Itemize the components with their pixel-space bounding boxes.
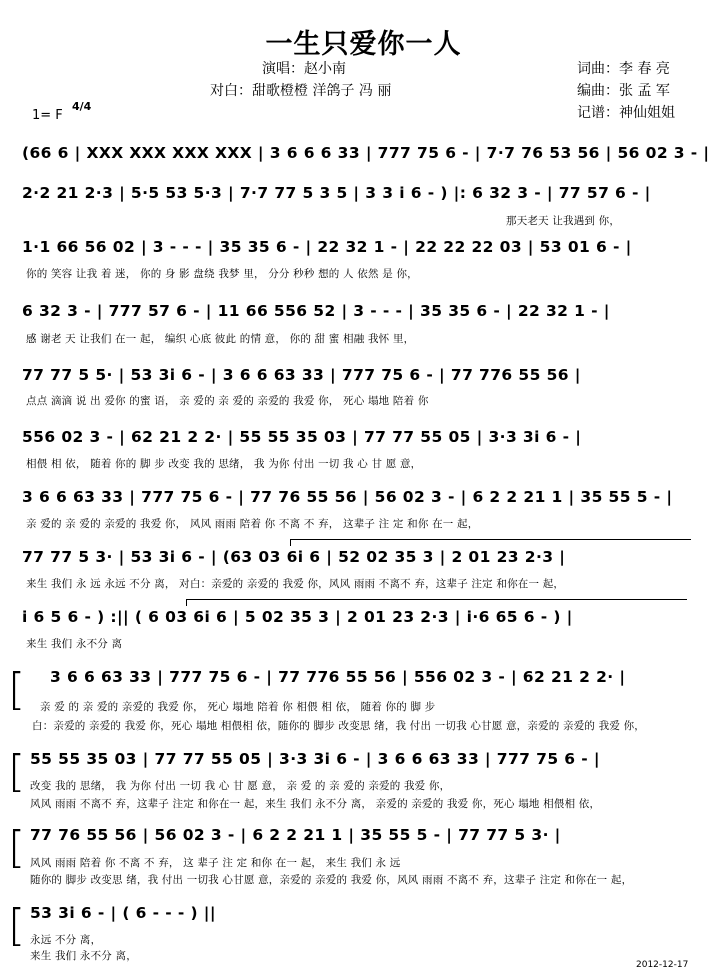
notation-line-5: 77 77 5 5· | 53 3i 6 - | 3 6 6 63 33 | 777 75 6 - | 77 776 55 56 |: [22, 366, 581, 384]
system-bracket-4: [: [8, 900, 26, 951]
notation-line-1: (66 6 | XXX XXX XXX XXX | 3 6 6 6 33 | 777 75 6 - | 7·7 76 53 56 | 56 02 3 - |: [22, 144, 710, 162]
notation-line-7: 3 6 6 63 33 | 777 75 6 - | 77 76 55 56 | 56 02 3 - | 6 2 2 21 1 | 35 55 5 - |: [22, 488, 673, 506]
notation-line-2: 2·2 21 2·3 | 5·5 53 5·3 | 7·7 77 5 3 5 | 3 3 i 6 - ) |: 6 32 3 - | 77 57 6 - |: [22, 184, 651, 202]
system-bracket-2: [: [8, 746, 26, 797]
transcriber-credit: 记谱：神仙姐姐: [577, 105, 675, 121]
singer: 演唱：赵小南: [262, 61, 346, 77]
dialogue-line-12: 随你的 脚步 改变思 绪，我 付出 一切我 心甘愿 意，亲爱的 亲爱的 我爱 你，风风 雨雨 不离不 弃，这辈子 注定 和你在一 起，: [30, 874, 633, 886]
dialogue-line-10: 白：亲爱的 亲爱的 我爱 你，死心 塌地 相偎相 依，随你的 脚步 改变思 绪，我 付出 一切我 心甘愿 意，亲爱的 亲爱的 我爱 你，: [32, 720, 645, 732]
key-signature: 1= F: [32, 108, 63, 123]
time-signature: 4/4: [72, 100, 92, 113]
repeat-bracket-1: [290, 539, 691, 546]
notation-line-12: 77 76 55 56 | 56 02 3 - | 6 2 2 21 1 | 35 55 5 - | 77 77 5 3· |: [30, 826, 561, 844]
lyric-line-4: 感 谢老 天 让我们 在一 起， 编织 心底 彼此 的情 意， 你的 甜 蜜 相融 我怀 里，: [26, 333, 415, 345]
song-title: 一生只爱你一人: [265, 29, 462, 60]
notation-line-11: 55 55 35 03 | 77 77 55 05 | 3·3 3i 6 - | 3 6 6 63 33 | 777 75 6 - |: [30, 750, 600, 768]
lyric-line-5: 点点 滴滴 说 出 爱你 的蜜 语， 亲 爱的 亲 爱的 亲爱的 我爱 你， 死心 塌地 陪着 你: [26, 395, 429, 407]
notation-line-9: i 6 5 6 - ) :|| ( 6 03 6i 6 | 5 02 35 3 | 2 01 23 2·3 | i·6 65 6 - ) |: [22, 608, 573, 626]
lyric-line-12: 风风 雨雨 陪着 你 不离 不 弃， 这 辈子 注 定 和你 在一 起， 来生 我们 永 远: [30, 857, 401, 869]
lyric-line-8: 来生 我们 永 远 永远 不分 离， 对白：亲爱的 亲爱的 我爱 你，风风 雨雨 不离不 弃，这辈子 注定 和你在一 起，: [26, 578, 565, 590]
lyric-line-13: 永远 不分 离，: [30, 934, 102, 946]
dialogue-credit: 对白：甜歌橙橙 洋鸽子 冯 丽: [210, 83, 392, 99]
repeat-bracket-2: [186, 599, 687, 606]
arranger-credit: 编曲：张 孟 军: [577, 83, 670, 99]
lyricist-credit: 词曲：李 春 亮: [577, 61, 670, 77]
lyric-line-6: 相偎 相 依， 随着 你的 脚 步 改变 我的 思绪， 我 为你 付出 一切 我 心 甘 愿 意，: [26, 458, 422, 470]
notation-line-6: 556 02 3 - | 62 21 2 2· | 55 55 35 03 | 77 77 55 05 | 3·3 3i 6 - |: [22, 428, 582, 446]
notation-line-10: 3 6 6 63 33 | 777 75 6 - | 77 776 55 56 | 556 02 3 - | 62 21 2 2· |: [50, 668, 626, 686]
lyric-line-10: 亲 爱 的 亲 爱的 亲爱的 我爱 你， 死心 塌地 陪着 你 相偎 相 依， 随着 你的 脚 步: [40, 701, 436, 713]
system-bracket-1: [: [8, 664, 26, 715]
lyric-line-7: 亲 爱的 亲 爱的 亲爱的 我爱 你， 风风 雨雨 陪着 你 不离 不 弃， 这辈子 注 定 和你 在一 起，: [26, 518, 479, 530]
lyric-line-2: 那天老天 让我遇到 你，: [506, 215, 621, 227]
system-bracket-3: [: [8, 822, 26, 873]
lyric-line-11: 改变 我的 思绪， 我 为你 付出 一切 我 心 甘 愿 意， 亲 爱 的 亲 爱的 亲爱的 我爱 你，: [30, 780, 451, 792]
date-stamp: 2012-12-17: [636, 960, 689, 970]
notation-line-13: 53 3i 6 - | ( 6 - - - ) ||: [30, 904, 216, 922]
dialogue-line-11: 风风 雨雨 不离不 弃，这辈子 注定 和你在一 起，来生 我们 永不分 离， 亲爱的 亲爱的 我爱 你，死心 塌地 相偎相 依，: [30, 798, 601, 810]
lyric-line-9: 来生 我们 永不分 离: [26, 638, 123, 650]
notation-line-4: 6 32 3 - | 777 57 6 - | 11 66 556 52 | 3 - - - | 35 35 6 - | 22 32 1 - |: [22, 302, 610, 320]
notation-line-8: 77 77 5 3· | 53 3i 6 - | (63 03 6i 6 | 52 02 35 3 | 2 01 23 2·3 |: [22, 548, 566, 566]
notation-line-3: 1·1 66 56 02 | 3 - - - | 35 35 6 - | 22 32 1 - | 22 22 22 03 | 53 01 6 - |: [22, 238, 632, 256]
dialogue-line-13: 来生 我们 永不分 离，: [30, 950, 137, 962]
lyric-line-3: 你的 笑容 让我 着 迷， 你的 身 影 盘绕 我梦 里， 分分 秒秒 想的 人 依然 是 你，: [26, 268, 418, 280]
